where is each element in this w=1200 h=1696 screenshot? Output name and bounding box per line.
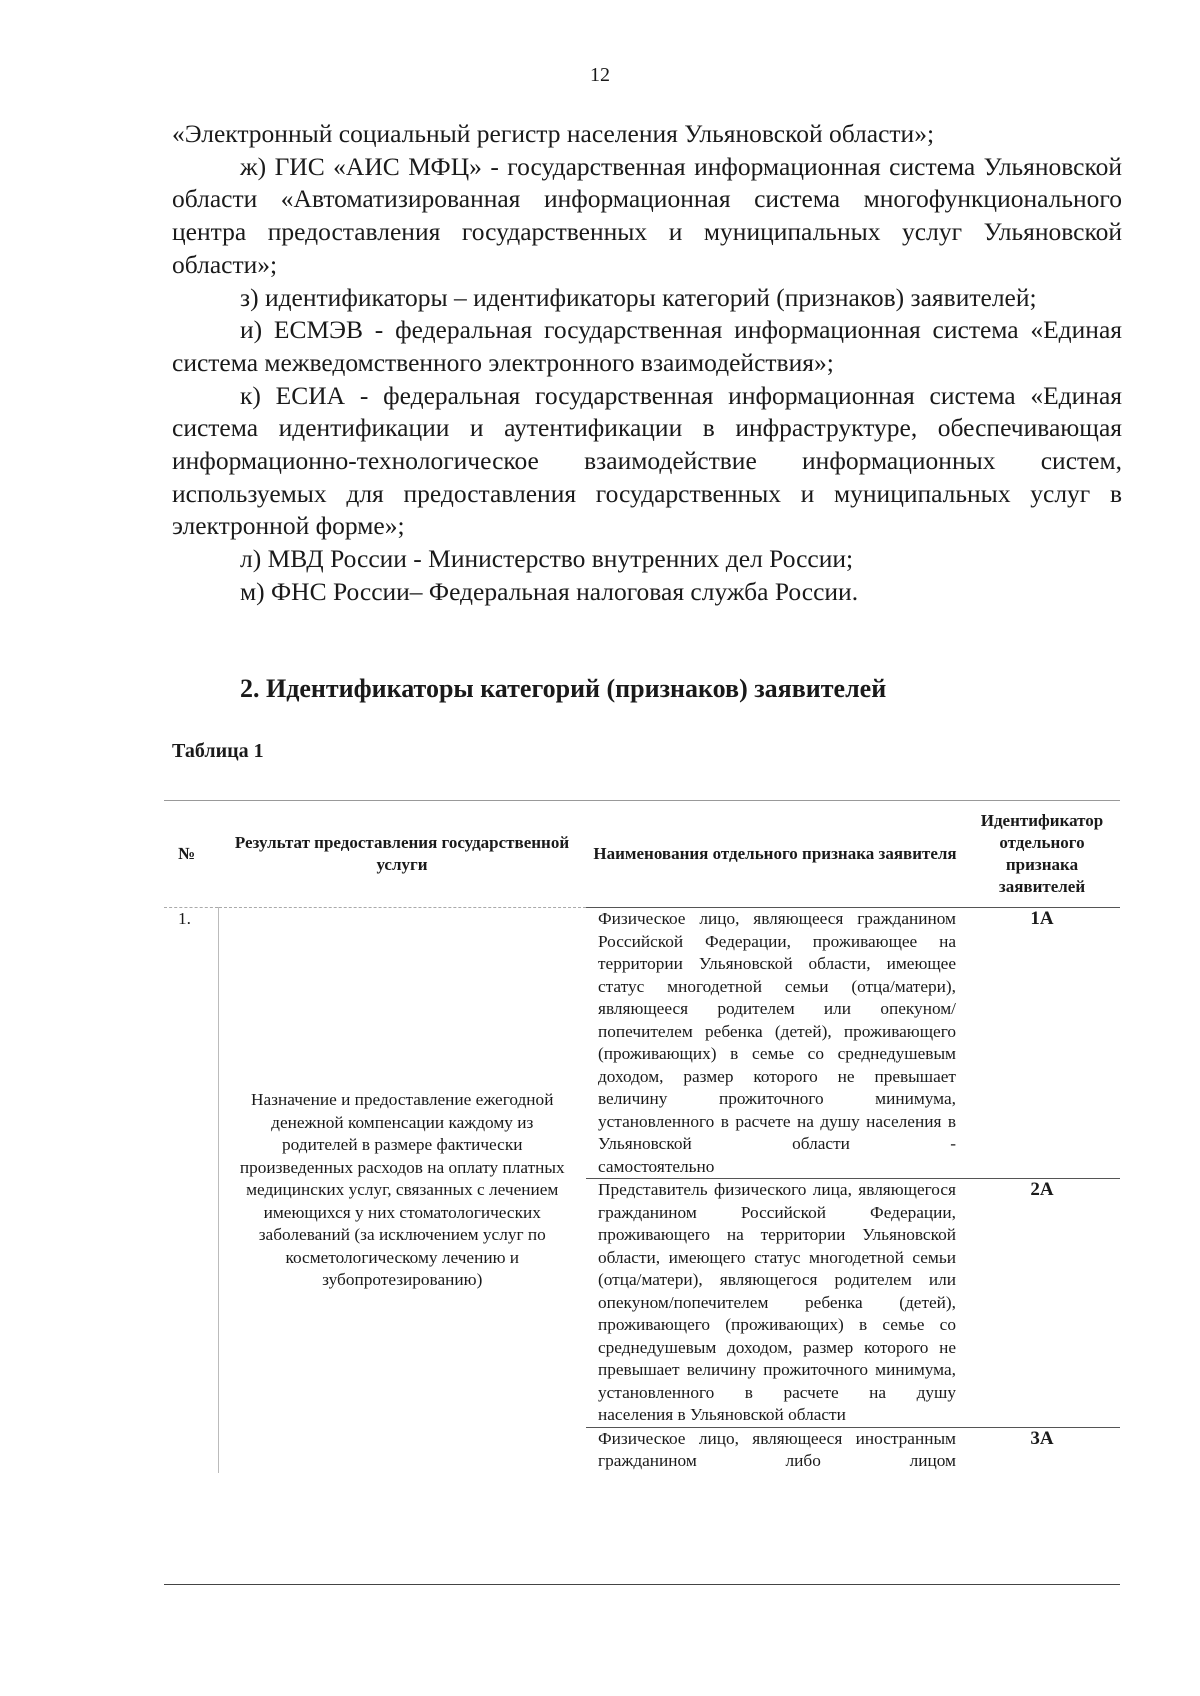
name-text-last: населения в Ульяновской области — [598, 1405, 846, 1424]
result-cell: Назначение и предоставление ежегодной денежной компенсации каждому из родителей в размере фактически произведенных расходов на оплату платных медицинских услуг, связанных с лечением имеющихся у них стоматологических заболеваний (за исключением услуг по косметологическому лечению и зубопротезированию) — [218, 908, 586, 1473]
definition-item: к) ЕСИА - федеральная государственная информационная система «Единая система идентификации и аутентификации в инфраструктуре, обеспечивающая информационно-технологическое взаимодействие информационных систем, используемых для предоставления государственных и муниципальных услуг в электронной форме»; — [172, 380, 1122, 541]
name-text: Представитель физического лица, являющегося гражданином Российской Федерации, проживающего на территории Ульяновской области, имеющего статус многодетной семьи (отца/матери), являющегося родителем или опекуном/попечителем ребенка (детей), проживающего (проживающих) в семье со среднедушевым доходом, размер которого не превышает величину прожиточного минимума, установленного в расчете на душу — [598, 1180, 956, 1402]
name-cell — [586, 1427, 964, 1473]
page-bottom-rule — [164, 1584, 1120, 1585]
name-text: Физическое лицо, являющееся иностранным гражданином либо лицом — [598, 1428, 956, 1470]
definition-item: л) МВД России - Министерство внутренних дел России; — [240, 544, 854, 574]
section-title: 2. Идентификаторы категорий (признаков) заявителей — [240, 674, 887, 703]
name-text: Физическое лицо, являющееся гражданином Российской Федерации, проживающее на территории Ульяновской области, имеющее статус многодетной семьи (отца/матери), являющееся родителем или опекуном/попечителем ребенка (детей), проживающего (проживающих) в семье со среднедушевым доходом, размер которого не превышает величину прожиточного минимума, установленного в расчете на душу населения в Ульяновской области - — [598, 909, 956, 1153]
header-num: № — [164, 801, 218, 908]
table-caption: Таблица 1 — [172, 740, 264, 762]
id-cell: 2А — [964, 1179, 1120, 1428]
header-id: Идентификатор отдельного признака заявителей — [964, 801, 1120, 908]
id-cell: 1А — [964, 908, 1120, 1179]
definition-item: и) ЕСМЭВ - федеральная государственная информационная система «Единая система межведомственного электронного взаимодействия»; — [172, 315, 1122, 377]
header-result: Результат предоставления государственной услуги — [218, 801, 586, 908]
definitions-list — [172, 118, 1122, 609]
name-cell — [586, 908, 964, 1179]
definition-item: «Электронный социальный регистр населения Ульяновской области»; — [172, 119, 935, 148]
table-container — [164, 800, 1120, 1473]
definition-item: ж) ГИС «АИС МФЦ» - государственная информационная система Ульяновской области «Автоматизированная информационная система многофункционального центра предоставления государственных и муниципальных услуг Ульяновской области»; — [172, 151, 1122, 279]
definition-item: з) идентификаторы – идентификаторы категорий (признаков) заявителей; — [240, 282, 1037, 312]
identifiers-table — [164, 800, 1120, 1473]
definition-item: м) ФНС России– Федеральная налоговая служба России. — [240, 576, 859, 606]
name-cell — [586, 1179, 964, 1428]
table-row — [164, 908, 1120, 1179]
id-cell: 3А — [964, 1427, 1120, 1473]
row-number: 1. — [164, 908, 218, 1473]
table-header-row — [164, 801, 1120, 908]
name-text-last: самостоятельно — [598, 1156, 715, 1176]
header-name: Наименования отдельного признака заявителя — [586, 801, 964, 908]
page-number: 12 — [590, 64, 610, 86]
